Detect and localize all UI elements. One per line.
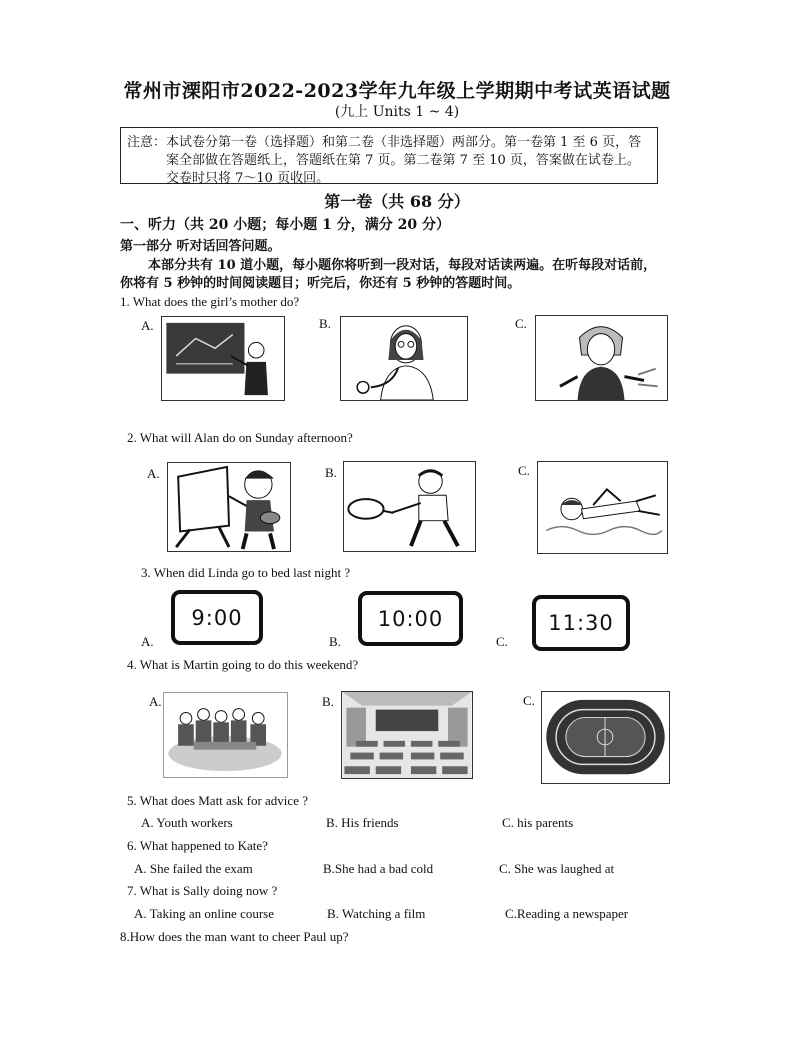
q3-label-a: A. [141,634,154,649]
question-7: 7. What is Sally doing now ? [127,883,278,898]
q4-label-b: B. [322,694,334,709]
meeting-picture[interactable] [163,692,288,778]
clock-a[interactable]: 9:00 [171,590,263,645]
q6-option-c[interactable]: C. She was laughed at [499,861,615,876]
question-6: 6. What happened to Kate? [127,838,268,853]
notice-line-3: 交卷时只将 7～10 页收回。 [166,171,330,186]
q5-option-b[interactable]: B. His friends [326,815,399,830]
q2-label-a: A. [147,466,160,481]
clock-b[interactable]: 10:00 [358,591,463,646]
q6-option-a[interactable]: A. She failed the exam [134,861,253,876]
instruction-line-2: 你将有 5 秒钟的时间阅读题目；听完后，你还有 5 秒钟的答题时间。 [120,276,521,291]
hairdresser-picture[interactable] [535,315,668,401]
notice-line-1: 注意：本试卷分第一卷（选择题）和第二卷（非选择题）两部分。第一卷第 1 至 6 页，答 [127,135,642,150]
badminton-picture[interactable] [343,461,476,552]
instruction-line-1: 本部分共有 10 道小题，每小题你将听到一段对话，每段对话读两遍。在听每段对话前， [148,258,657,273]
question-4: 4. What is Martin going to do this weekend? [127,657,359,672]
question-5: 5. What does Matt ask for advice ? [127,793,308,808]
notice-line-2: 案全部做在答题纸上，答题纸在第 7 页。第二卷第 7 至 10 页，答案做在试卷上。 [166,153,640,168]
swimming-picture[interactable] [537,461,668,554]
q5-option-c[interactable]: C. his parents [502,815,574,830]
q6-option-b[interactable]: B.She had a bad cold [323,861,434,876]
painting-picture[interactable] [167,462,291,552]
q5-option-a[interactable]: A. Youth workers [141,815,233,830]
q3-label-c: C. [496,634,508,649]
q4-label-a: A. [149,694,162,709]
q1-label-a: A. [141,318,154,333]
doctor-picture[interactable] [340,316,468,401]
q1-label-c: C. [515,316,527,331]
question-3: 3. When did Linda go to bed last night ? [141,565,351,580]
q3-label-b: B. [329,634,341,649]
question-1: 1. What does the girl’s mother do? [120,294,300,309]
stadium-picture[interactable] [541,691,670,784]
q2-label-c: C. [518,463,530,478]
q4-label-c: C. [523,693,535,708]
teacher-picture[interactable] [161,316,285,401]
exam-title: 常州市溧阳市2022-2023学年九年级上学期期中考试英语试题 [123,80,671,102]
question-2: 2. What will Alan do on Sunday afternoon? [127,430,353,445]
clock-c[interactable]: 11:30 [532,595,630,651]
classroom-picture[interactable] [341,691,473,779]
listening-heading: 一、听力（共 20 小题；每小题 1 分，满分 20 分） [120,217,450,233]
q7-option-a[interactable]: A. Taking an online course [134,906,275,921]
question-8: 8.How does the man want to cheer Paul up? [120,929,349,944]
section-title: 第一卷（共 68 分） [324,192,470,211]
q2-label-b: B. [325,465,337,480]
exam-subtitle: (九上 Units 1 ~ 4) [334,104,460,120]
q7-option-b[interactable]: B. Watching a film [327,906,426,921]
q7-option-c[interactable]: C.Reading a newspaper [505,906,629,921]
notice-box [120,127,658,184]
q1-label-b: B. [319,316,331,331]
part1-heading: 第一部分 听对话回答问题。 [120,239,281,254]
